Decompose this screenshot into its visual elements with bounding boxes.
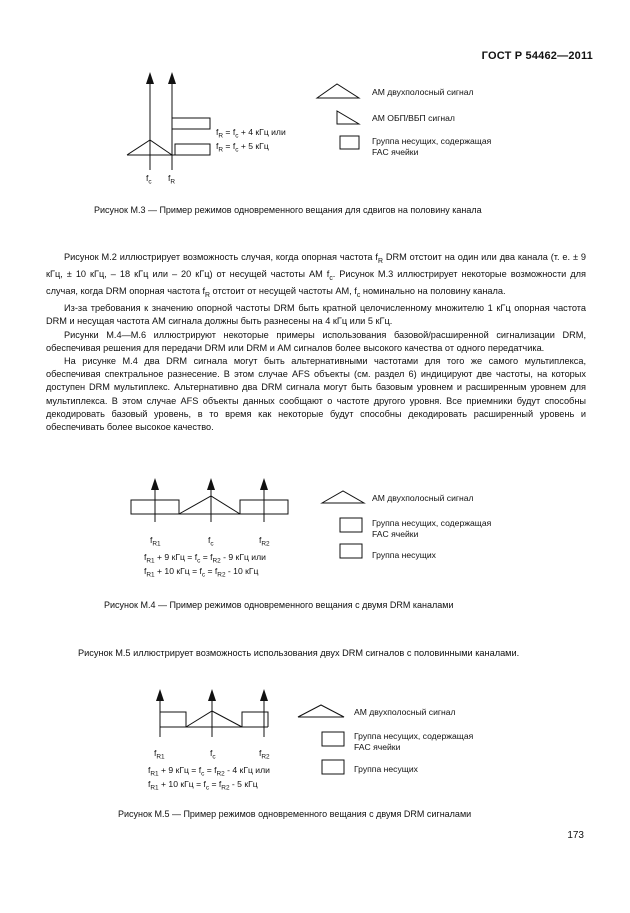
- fig5-legend-fac-line1: Группа несущих, содержащая: [354, 731, 474, 741]
- fig3-axis-fc: $f_c$: [146, 173, 152, 186]
- fig5-eq2: $f_{R1} + 10$ кГц = $f_c = f_{R2} - 5$ кГц: [148, 779, 258, 792]
- paragraph-4: На рисунке М.4 два DRM сигнала могут быть альтернативными частотами для того же самого мультиплекса, обеспечивая спектральное разнесение. В этом случае AFS объекты (см. раздел 6) индицируют две частоты, на которых доступен DRM мультиплекс. Альтернативно два DRM сигнала могут быть базовым уровнем и расширенным уровнем для мультиплекса. В этом случае AFS объекты данных сообщают о частоте другого уровня. Все приемники будут способны декодировать базовый уровень, в то время как некоторые будут способны декодировать расширенный уровень и обеспечивать более высокое качество.: [46, 355, 586, 432]
- fig3-legend-symbols: [315, 78, 375, 158]
- fac-carrier-rect: [175, 144, 210, 155]
- fig5-axis-fc: $f_c$: [210, 748, 216, 761]
- arrow-fc: [146, 72, 154, 84]
- fig4-eq2: $f_{R1} + 10$ кГц = $f_c = f_{R2} - 10$ кГц: [144, 566, 259, 579]
- fig5-intro-text: Рисунок М.5 иллюстрирует возможность использования двух DRM сигналов с половинными каналами.: [78, 648, 520, 658]
- fac-rect-left: [160, 712, 186, 727]
- fig3-legend-fac-line2: FAC ячейки: [372, 147, 419, 157]
- figure-m5-caption: Рисунок М.5 — Пример режимов одновременного вещания с двумя DRM сигналами: [118, 809, 472, 819]
- fig4-eq1: $f_{R1} + 9$ кГц = $f_c = f_{R2} - 9$ кГц или: [144, 552, 266, 565]
- fig3-axis-fR: $f_R$: [168, 173, 176, 186]
- fig3-legend-am-ssb: АМ ОБП/ВБП сигнал: [372, 113, 455, 123]
- am-triangle: [186, 711, 242, 727]
- figure-m4-caption: Рисунок М.4 — Пример режимов одновременного вещания с двумя DRM каналами: [104, 600, 454, 610]
- document-header: ГОСТ Р 54462—2011: [481, 50, 593, 62]
- am-ssb-shape: [172, 118, 210, 129]
- fig5-legend-fac-line2: FAC ячейки: [354, 742, 401, 752]
- fig3-legend-fac-line1: Группа несущих, содержащая: [372, 136, 492, 146]
- figure-m3-caption: Рисунок М.3 — Пример режимов одновременного вещания для сдвигов на половину канала: [94, 205, 482, 215]
- fig4-legend-am-dsb: АМ двухполосный сигнал: [372, 493, 474, 503]
- paragraph-3: Рисунки М.4—М.6 иллюстрируют некоторые примеры использования базовой/расширенной сигнализации DRM, обеспечивая решения для передачи DRM или DRM и АМ сигналов более высокого качества от одного передатчика.: [46, 329, 586, 353]
- fig5-axis-fR2: $f_{R2}$: [259, 748, 270, 761]
- paragraph-1: Рисунок М.2 иллюстрирует возможность случая, когда опорная частота $f_R$ DRM отстоит на один или два канала (т. е. ± 9 кГц, ± 10 кГц, – 18 кГц или – 20 кГц) от несущей частоты АМ $f_c$. Рисунок М.3 иллюстрирует некоторые возможности для случая, когда DRM опорная частота $f_R$ отстоит от несущей частоты АМ, $f_c$ номинально на половину канала.: [46, 252, 587, 299]
- fig5-legend-carrier: Группа несущих: [354, 764, 418, 774]
- fig4-axis-fR1: $f_{R1}$: [150, 535, 161, 548]
- body-text: [46, 251, 586, 434]
- arrow-fR: [168, 72, 176, 84]
- figure-m5-diagram: [150, 683, 280, 745]
- page-number: 173: [567, 830, 584, 841]
- fig3-eq2: $f_R = f_c + 5$ кГц: [216, 141, 269, 154]
- fig4-legend-fac-line1: Группа несущих, содержащая: [372, 518, 492, 528]
- figure-m3-diagram: [110, 60, 310, 190]
- fig4-axis-fc: $f_c$: [208, 535, 214, 548]
- fig3-legend-am-dsb: АМ двухполосный сигнал: [372, 87, 474, 97]
- fig3-eq1: $f_R = f_c + 4$ кГц или: [216, 127, 286, 140]
- fig5-eq1: $f_{R1} + 9$ кГц = $f_c = f_{R2} - 4$ кГц или: [148, 765, 270, 778]
- figure-m4-diagram: [128, 472, 298, 542]
- fig4-legend-carrier: Группа несущих: [372, 550, 436, 560]
- fig5-axis-fR1: $f_{R1}$: [154, 748, 165, 761]
- paragraph-2: Из-за требования к значению опорной частоты DRM быть кратной целочисленному множителю 1 кГц опорная частота DRM и несущая частота АМ сигнала должны быть разнесены на 4 кГц или 5 кГц.: [46, 303, 586, 327]
- fig4-legend-fac-line2: FAC ячейки: [372, 529, 419, 539]
- am-triangle: [179, 496, 240, 514]
- fig4-legend-symbols: [320, 486, 370, 566]
- fig4-axis-fR2: $f_{R2}$: [259, 535, 270, 548]
- fig5-legend-am-dsb: АМ двухполосный сигнал: [354, 707, 456, 717]
